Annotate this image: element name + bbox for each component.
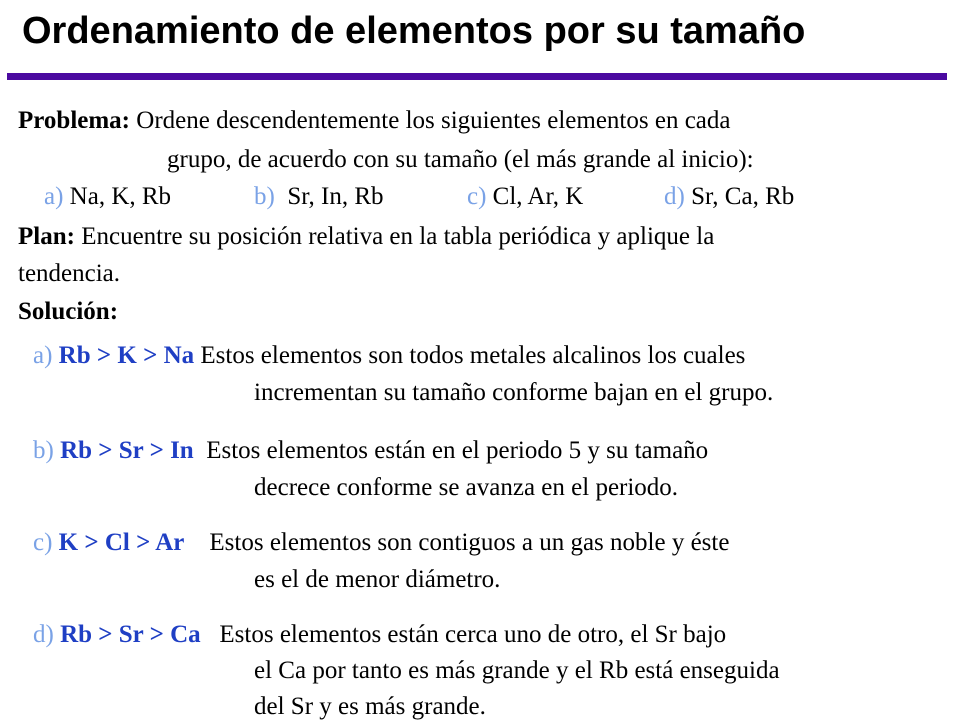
answer-a-text-1: Estos elementos son todos metales alcalinos los cuales [200, 342, 746, 369]
option-a [44, 182, 254, 212]
title-underline [7, 73, 947, 80]
plan-line-1 [18, 222, 714, 252]
answer-c-order: K > Cl > Ar [58, 529, 185, 556]
plan-label: Plan: [18, 223, 75, 250]
answer-c-line-2: es el de menor diámetro. [254, 566, 501, 593]
option-c-text: Cl, Ar, K [492, 183, 584, 210]
answer-a-order: Rb > K > Na [58, 342, 195, 369]
option-c-label: c) [467, 183, 487, 210]
problem-line-2: grupo, de acuerdo con su tamaño (el más grande al inicio): [167, 146, 754, 173]
problem-line-1 [18, 106, 730, 136]
option-c [467, 182, 664, 212]
answer-b-text-1: Estos elementos están en el periodo 5 y su tamaño [206, 437, 709, 464]
answer-b-line-1 [33, 436, 708, 466]
answer-d-text-1: Estos elementos están cerca uno de otro, el Sr bajo [219, 621, 727, 648]
option-a-label: a) [44, 183, 64, 210]
option-d-label: d) [664, 183, 685, 210]
answer-c-label: c) [33, 529, 53, 556]
answer-b-line-2: decrece conforme se avanza en el periodo. [254, 474, 679, 501]
option-b [254, 182, 467, 212]
option-a-text: Na, K, Rb [69, 183, 172, 210]
answer-b-order: Rb > Sr > In [60, 437, 194, 464]
option-b-label: b) [254, 183, 275, 210]
answer-d-label: d) [33, 621, 54, 648]
answer-a-line-2: incrementan su tamaño conforme bajan en el grupo. [254, 379, 774, 406]
answer-d-order: Rb > Sr > Ca [60, 621, 201, 648]
problem-options [44, 182, 794, 212]
answer-c-text-1: Estos elementos son contiguos a un gas noble y éste [209, 529, 730, 556]
answer-d-line-3: del Sr y es más grande. [254, 693, 486, 720]
problem-label: Problema: [18, 107, 131, 134]
slide-title: Ordenamiento de elementos por su tamaño [22, 10, 806, 52]
problem-text-1: Ordene descendentemente los siguientes elementos en cada [136, 107, 731, 134]
answer-d-line-2: el Ca por tanto es más grande y el Rb está enseguida [254, 657, 780, 684]
option-d [664, 182, 794, 212]
answer-a-label: a) [33, 342, 53, 369]
answer-b-label: b) [33, 437, 54, 464]
option-d-text: Sr, Ca, Rb [691, 183, 795, 210]
answer-a-line-1 [33, 341, 745, 371]
solution-label: Solución: [18, 298, 119, 325]
plan-text-1: Encuentre su posición relativa en la tabla periódica y aplique la [81, 223, 715, 250]
plan-line-2: tendencia. [18, 260, 121, 287]
answer-c-line-1 [33, 528, 729, 558]
answer-d-line-1 [33, 620, 726, 650]
option-b-text: Sr, In, Rb [287, 183, 384, 210]
